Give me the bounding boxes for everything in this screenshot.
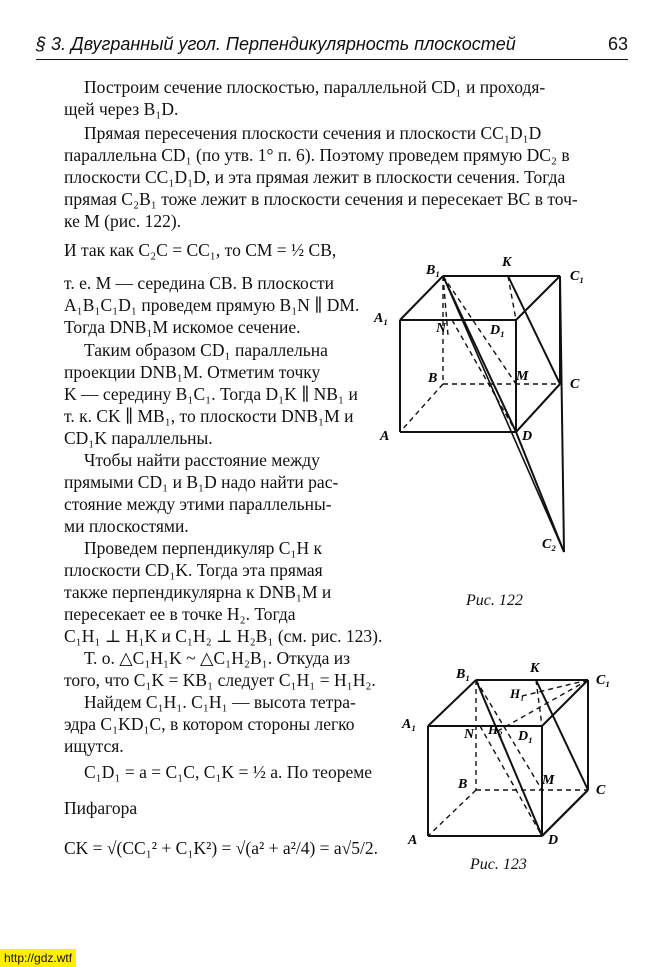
body-line: Прямая пересечения плоскости сечения и плоскости CC₁D₁D (84, 123, 542, 143)
figure-122-caption: Рис. 122 (466, 592, 523, 609)
label-d1: D₁ (518, 729, 533, 744)
body-line: ке M (рис. 122). (64, 211, 182, 231)
label-h1: H₁ (510, 686, 525, 701)
label-m: M (542, 773, 555, 788)
column-line: C₁H₁ ⊥ H₁K и C₁H₂ ⊥ H₂B₁ (см. рис. 123). (64, 626, 383, 646)
column-line: проекции DNB₁M. Отметим точку (64, 362, 321, 382)
column-line: пересекает ее в точке H₂. Тогда (64, 604, 296, 624)
page-header (36, 34, 628, 60)
column-line: Тогда DNB₁M искомое сечение. (64, 317, 301, 337)
label-n: N (464, 727, 475, 742)
column-line: Найдем C₁H₁. C₁H₁ — высота тетра- (84, 692, 356, 712)
label-k: K (530, 661, 540, 676)
label-b: B (458, 777, 468, 792)
label-n: N (436, 321, 447, 336)
label-c: C (596, 783, 606, 798)
column-line: Таким образом CD₁ параллельна (84, 340, 328, 360)
column-line: И так как C₂C = CC₁, то CM = ½ CB, (64, 240, 337, 260)
column-line: ищутся. (64, 736, 124, 756)
body-line: щей через B₁D. (64, 99, 179, 119)
column-line: плоскости CD₁K. Тогда эта прямая (64, 560, 323, 580)
label-k: K (502, 255, 512, 270)
column-line: т. к. CK ∥ MB₁, то плоскости DNB₁M и (64, 406, 354, 426)
column-line: C₁D₁ = a = C₁C, C₁K = ½ a. По теореме (84, 762, 373, 782)
label-c: C (570, 377, 580, 392)
column-line: Проведем перпендикуляр C₁H к (84, 538, 323, 558)
label-b1: B₁ (456, 667, 471, 682)
label-a: A (408, 833, 418, 848)
page-number: 63 (607, 34, 628, 54)
column-line: прямыми CD₁ и B₁D надо найти рас- (64, 472, 339, 492)
label-m: M (516, 369, 529, 384)
column-line: A₁B₁C₁D₁ проведем прямую B₁N ∥ DM. (64, 295, 360, 315)
column-line: т. е. M — середина CB. В плоскости (64, 273, 334, 293)
label-d1: D₁ (490, 323, 505, 338)
formula-line: CK = √(CC₁² + C₁K²) = √(a² + a²/4) = a√5/2. (64, 838, 379, 858)
column-line: ми плоскостями. (64, 516, 189, 536)
label-h2: H₂ (488, 722, 503, 737)
column-line: стояние между этими параллельны- (64, 494, 332, 514)
body-line: параллельна CD₁ (по утв. 1° п. 6). Поэтому проведем прямую DC₂ в (64, 145, 570, 165)
figure-123-caption: Рис. 123 (470, 856, 527, 873)
label-a: A (380, 429, 390, 444)
column-line: также перпендикулярна к DNB₁M и (64, 582, 332, 602)
label-a1: A₁ (374, 311, 389, 326)
column-line: того, что C₁K = KB₁ следует C₁H₁ = H₁H₂. (64, 670, 376, 690)
label-a1: A₁ (402, 717, 417, 732)
label-c1: C₁ (596, 673, 611, 688)
column-line: Т. о. △C₁H₁K ~ △C₁H₂B₁. Откуда из (84, 648, 351, 668)
column-line: Пифагора (64, 798, 138, 818)
column-line: CD₁K параллельны. (64, 428, 213, 448)
column-line: K — середину B₁C₁. Тогда D₁K ∥ NB₁ и (64, 384, 358, 404)
figure-123 (396, 660, 626, 850)
label-b1: B₁ (426, 263, 441, 278)
label-c2: C₂ (542, 537, 557, 552)
column-line: Чтобы найти расстояние между (84, 450, 320, 470)
body-line: прямая C₂B₁ тоже лежит в плоскости сечения и пересекает BC в точ- (64, 189, 578, 209)
body-line: плоскости CC₁D₁D, и эта прямая лежит в плоскости сечения. Тогда (64, 167, 566, 187)
column-line: эдра C₁KD₁C, в котором стороны легко (64, 714, 355, 734)
body-line: Построим сечение плоскостью, параллельной CD₁ и проходя- (84, 77, 546, 97)
label-d: D (548, 833, 559, 848)
header-rule (36, 59, 628, 60)
label-b: B (428, 371, 438, 386)
watermark-link[interactable]: http://gdz.wtf (0, 949, 76, 967)
figure-122 (370, 250, 600, 570)
label-c1: C₁ (570, 269, 585, 284)
section-title: § 3. Двугранный угол. Перпендикулярность плоскостей (36, 34, 516, 54)
label-d: D (522, 429, 533, 444)
